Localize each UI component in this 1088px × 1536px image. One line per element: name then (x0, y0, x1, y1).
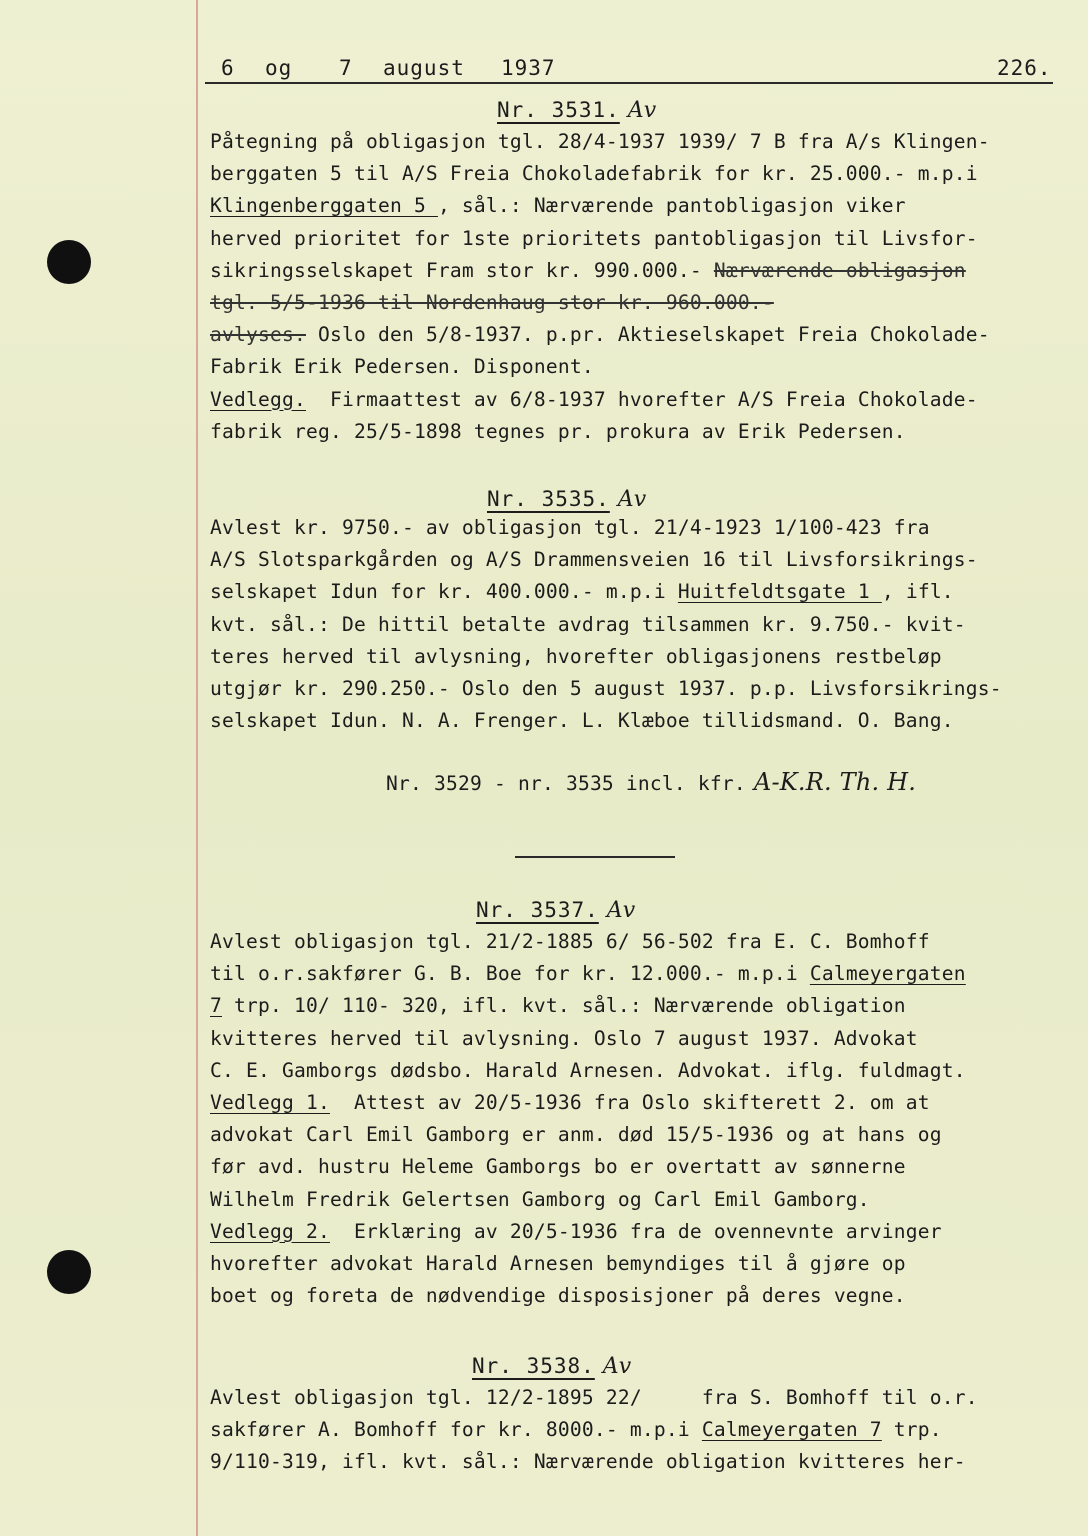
line-text: Avlest kr. 9750.- av obligasjon tgl. 21/4-1923 1/100-423 fra (210, 516, 930, 539)
text-line (210, 512, 1070, 544)
text-line (210, 641, 1070, 673)
text-line (210, 1087, 1070, 1119)
struck-text: avlyses. (210, 323, 306, 347)
initials-signature: Av (606, 898, 637, 923)
text-line (210, 1280, 1070, 1312)
text-line (210, 990, 1070, 1022)
line-text: selskapet Idun. N. A. Frenger. L. Klæboe tillidsmand. O. Bang. (210, 709, 954, 733)
line-text: Firmaattest av 6/8-1937 hvorefter A/S Freia Chokolade- (305, 387, 978, 411)
text-line (210, 1151, 1070, 1183)
entry-title (472, 1354, 632, 1379)
text-line (210, 1184, 1070, 1216)
entry-title (487, 487, 647, 512)
text-line (210, 126, 1070, 158)
closing-text: Nr. 3529 - nr. 3535 incl. kfr. (386, 772, 746, 795)
underlined-text: Vedlegg 1. (210, 1090, 330, 1114)
line-text: kvitteres herved til avlysning. Oslo 7 august 1937. Advokat (210, 1026, 918, 1050)
text-line (210, 287, 1070, 319)
header-og: og (265, 56, 293, 80)
text-line (210, 958, 1070, 990)
entry-body (210, 126, 1070, 448)
line-text: C. E. Gamborgs dødsbo. Harald Arnesen. Advokat. iflg. fuldmagt. (210, 1058, 966, 1082)
text-line (210, 673, 1070, 705)
line-text: kvt. sål.: De hittil betalte avdrag tilsammen kr. 9.750.- kvit- (210, 612, 966, 636)
line-text: selskapet Idun for kr. 400.000.- m.p.i (210, 580, 678, 604)
header-year: 1937 (501, 56, 556, 80)
line-text: boet og foreta de nødvendige disposisjoner på deres vegne. (210, 1284, 906, 1308)
line-text: Attest av 20/5-1936 fra Oslo skifterett 2. om at (329, 1090, 930, 1114)
divider (515, 856, 675, 858)
header-page-number: 226. (997, 56, 1052, 80)
line-text: sakfører A. Bomhoff for kr. 8000.- m.p.i (210, 1418, 702, 1442)
line-text: fabrik reg. 25/5-1898 tegnes pr. prokura av Erik Pedersen. (210, 419, 906, 443)
text-line (210, 544, 1070, 576)
line-text: 9/110-319, ifl. kvt. sål.: Nærværende obligation kvitteres her- (210, 1450, 966, 1474)
line-text: , ifl. (881, 580, 954, 604)
entry-title (497, 98, 657, 123)
line-text: hvorefter advokat Harald Arnesen bemyndiges til å gjøre op (210, 1251, 906, 1275)
entry-body (210, 1382, 1070, 1479)
text-line (210, 223, 1070, 255)
line-text: Påtegning på obligasjon tgl. 28/4-1937 1939/ 7 B fra A/s Klingen- (210, 130, 990, 153)
text-line (210, 576, 1070, 608)
header-rule (205, 82, 1053, 84)
text-line (210, 255, 1070, 287)
line-text: herved prioritet for 1ste prioritets pantobligasjon til Livsfor- (210, 226, 978, 250)
text-line (210, 609, 1070, 641)
margin-line (196, 0, 198, 1536)
closing-line (386, 768, 916, 796)
underlined-text: Calmeyergaten 7 (701, 1418, 882, 1442)
initials-signature: Av (627, 98, 658, 123)
underlined-text: Calmeyergaten (809, 962, 966, 986)
header-month: august (383, 56, 465, 80)
underlined-text: Klingenberggaten 5 (210, 194, 438, 218)
line-text: til o.r.sakfører G. B. Boe for kr. 12.000.- m.p.i (210, 962, 810, 986)
line-text: Fabrik Erik Pedersen. Disponent. (210, 355, 594, 379)
line-text: teres herved til avlysning, hvorefter obligasjonens restbeløp (210, 644, 942, 668)
entry-number: Nr. 3538. (472, 1354, 595, 1378)
text-line (210, 190, 1070, 222)
text-line (210, 158, 1070, 190)
text-line (210, 319, 1070, 351)
text-line (210, 1382, 1070, 1414)
line-text: sikringsselskapet Fram stor kr. 990.000.- (210, 258, 714, 282)
closing-signature: A-K.R. Th. H. (753, 768, 917, 796)
line-text: Avlest obligasjon tgl. 12/2-1895 22/ fra S. Bomhoff til o.r. (210, 1386, 978, 1409)
underlined-text: Vedlegg 2. (210, 1219, 330, 1243)
line-text: Oslo den 5/8-1937. p.pr. Aktieselskapet Freia Chokolade- (305, 323, 990, 347)
binder-hole (47, 240, 91, 284)
line-text: utgjør kr. 290.250.- Oslo den 5 august 1937. p.p. Livsforsikrings- (210, 676, 1002, 700)
text-line (210, 351, 1070, 383)
line-text: advokat Carl Emil Gamborg er anm. død 15/5-1936 og at hans og (210, 1123, 942, 1147)
initials-signature: Av (617, 487, 648, 512)
text-line (210, 705, 1070, 737)
line-text: trp. 10/ 110- 320, ifl. kvt. sål.: Nærværende obligation (222, 994, 906, 1018)
entry-number: Nr. 3537. (476, 898, 599, 922)
binder-hole (47, 1250, 91, 1294)
entry-number: Nr. 3531. (497, 98, 620, 122)
struck-text: tgl. 5/5-1936 til Nordenhaug stor kr. 960.000.- (210, 290, 774, 314)
struck-text: Nærværende obligasjon (713, 258, 966, 282)
text-line (210, 384, 1070, 416)
line-text: Erklæring av 20/5-1936 fra de ovennevnte arvinger (329, 1219, 942, 1243)
line-text: Avlest obligasjon tgl. 21/2-1885 6/ 56-502 fra E. C. Bomhoff (210, 930, 930, 953)
initials-signature: Av (602, 1354, 633, 1379)
text-line (210, 1055, 1070, 1087)
underlined-text: Vedlegg. (210, 387, 306, 411)
underlined-text: 7 (210, 994, 222, 1018)
line-text: trp. (881, 1418, 942, 1442)
line-text: , sål.: Nærværende pantobligasjon viker (437, 194, 906, 218)
text-line (210, 926, 1070, 958)
text-line (210, 1216, 1070, 1248)
entry-body (210, 512, 1070, 737)
entry-title (476, 898, 636, 923)
header-day1: 6 (221, 56, 235, 80)
text-line (210, 1446, 1070, 1478)
line-text: berggaten 5 til A/S Freia Chokoladefabrik for kr. 25.000.- m.p.i (210, 162, 978, 186)
text-line (210, 1414, 1070, 1446)
underlined-text: Huitfeldtsgate 1 (677, 580, 882, 604)
entry-number: Nr. 3535. (487, 487, 610, 511)
text-line (210, 416, 1070, 448)
text-line (210, 1023, 1070, 1055)
line-text: A/S Slotsparkgården og A/S Drammensveien 16 til Livsforsikrings- (210, 548, 978, 572)
text-line (210, 1119, 1070, 1151)
line-text: før avd. hustru Heleme Gamborgs bo er overtatt av sønnerne (210, 1155, 906, 1179)
line-text: Wilhelm Fredrik Gelertsen Gamborg og Carl Emil Gamborg. (210, 1187, 870, 1211)
header-day2: 7 (339, 56, 353, 80)
text-line (210, 1248, 1070, 1280)
entry-body (210, 926, 1070, 1312)
